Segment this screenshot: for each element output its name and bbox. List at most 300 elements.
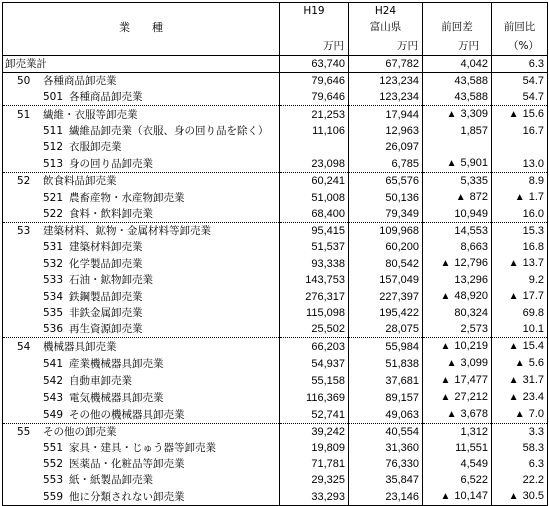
h24-value-cell	[349, 488, 423, 506]
industry-code: 549	[43, 408, 64, 421]
h19-value-cell	[280, 189, 349, 206]
h24-value: 49,063	[385, 408, 419, 421]
h24-value: 26,097	[385, 141, 419, 153]
triangle-icon: ▲	[440, 392, 451, 403]
industry-code: 542	[43, 374, 64, 387]
h24-value-cell	[349, 155, 423, 173]
h24-value: 31,360	[385, 442, 419, 454]
wholesale-sales-table	[2, 2, 548, 506]
industry-name: 機械器具卸売業	[43, 340, 117, 353]
h19-value-cell	[280, 239, 349, 255]
industry-name: 農畜産物・水産物卸売業	[69, 191, 185, 204]
h24-value-cell	[349, 372, 423, 389]
table-row	[3, 89, 548, 106]
industry-code: 50	[17, 75, 31, 87]
industry-name: 衣服卸売業	[69, 141, 122, 153]
industry-name: その他の機械器具卸売業	[69, 408, 185, 421]
h19-value-cell	[280, 89, 349, 106]
triangle-icon: ▲	[508, 491, 519, 502]
triangle-icon: ▲	[508, 341, 519, 352]
industry-name-cell	[3, 73, 280, 90]
diff-value: 3,678	[460, 408, 488, 420]
h19-value-cell	[280, 389, 349, 406]
table-row	[3, 355, 548, 372]
triangle-icon: ▲	[508, 392, 519, 403]
industry-code: 552	[43, 458, 64, 470]
ratio-value: 15.6	[522, 108, 544, 120]
h24-region: 富山県	[369, 21, 402, 33]
h24-value: 40,554	[385, 426, 419, 438]
industry-name: 各種商品卸売業	[69, 91, 143, 103]
h24-value: 157,049	[379, 274, 419, 286]
industry-code: 559	[43, 490, 64, 503]
industry-name-cell	[3, 305, 280, 321]
triangle-icon: ▲	[514, 192, 525, 203]
industry-name-cell	[3, 321, 280, 338]
h19-year: H19	[303, 5, 325, 17]
industry-code: 536	[43, 323, 64, 335]
ratio-value: 7.0	[528, 408, 544, 420]
h24-value-cell	[349, 173, 423, 190]
h19-value-cell	[280, 440, 349, 456]
diff-value: 48,920	[454, 290, 488, 302]
h24-year: H24	[374, 5, 397, 17]
industry-name-cell	[3, 372, 280, 389]
ratio-value: 58.3	[522, 442, 544, 454]
ratio-value-cell	[492, 106, 548, 124]
h24-value: 195,422	[379, 307, 419, 319]
h24-value-cell	[349, 338, 423, 356]
industry-name-cell	[3, 155, 280, 173]
header-row	[3, 3, 548, 56]
industry-name: 非鉄金属卸売業	[69, 307, 143, 319]
industry-name: 繊維品卸売業（衣服、身の回り品を除く）	[69, 125, 269, 137]
ratio-value-cell	[492, 189, 548, 206]
h19-value-cell	[280, 56, 349, 73]
h19-value-cell	[280, 288, 349, 305]
ratio-value: 31.7	[522, 374, 544, 386]
h24-value: 35,847	[385, 474, 419, 486]
industry-name-cell	[3, 173, 280, 190]
industry-code: 541	[43, 357, 64, 370]
h19-value-cell	[280, 305, 349, 321]
diff-value-cell	[423, 472, 492, 488]
ratio-value-cell	[492, 456, 548, 472]
industry-name-cell	[3, 106, 280, 124]
h19-value: 52,741	[311, 408, 345, 421]
ratio-value: 22.2	[522, 474, 544, 486]
diff-value-cell	[423, 406, 492, 424]
h19-value-cell	[280, 472, 349, 488]
industry-code: 53	[17, 225, 31, 237]
h19-value-cell	[280, 406, 349, 424]
ratio-value-cell	[492, 239, 548, 255]
table-row	[3, 73, 548, 90]
h24-value-cell	[349, 406, 423, 424]
h24-value-cell	[349, 355, 423, 372]
h19-value: 66,203	[311, 340, 345, 353]
ratio-value-cell	[492, 89, 548, 106]
ratio-value-cell	[492, 372, 548, 389]
h24-value: 12,963	[385, 125, 419, 137]
diff-value-cell	[423, 173, 492, 190]
diff-value-cell	[423, 255, 492, 272]
table-row	[3, 56, 548, 73]
ratio-value-cell	[492, 155, 548, 173]
diff-value-cell	[423, 206, 492, 223]
ratio-unit: （%）	[508, 40, 539, 52]
h24-value-cell	[349, 272, 423, 288]
industry-name: 石油・鉱物卸売業	[69, 274, 153, 286]
industry-name-cell	[3, 206, 280, 223]
industry-name-cell	[3, 288, 280, 305]
industry-name: 電気機械器具卸売業	[69, 391, 164, 404]
industry-code: 501	[43, 91, 64, 103]
diff-value: 13,296	[454, 274, 488, 286]
diff-value-cell	[423, 338, 492, 356]
h24-value: 79,349	[385, 208, 419, 220]
table-row	[3, 123, 548, 139]
h19-value: 25,502	[311, 323, 345, 335]
ratio-value: 6.3	[528, 458, 544, 470]
diff-value: 4,549	[460, 458, 488, 470]
h24-value-cell	[349, 424, 423, 441]
industry-name: 化学製品卸売業	[69, 257, 143, 270]
diff-value: 4,042	[460, 58, 488, 70]
triangle-icon: ▲	[508, 375, 519, 386]
ratio-value: 23.4	[522, 391, 544, 403]
diff-value-cell	[423, 389, 492, 406]
industry-code: 535	[43, 307, 64, 319]
ratio-value: 54.7	[522, 91, 544, 103]
h19-value-cell	[280, 424, 349, 441]
h19-value: 19,809	[311, 442, 345, 454]
triangle-icon: ▲	[508, 109, 519, 120]
triangle-icon: ▲	[440, 341, 451, 352]
industry-name-cell	[3, 89, 280, 106]
h19-value: 29,325	[311, 474, 345, 486]
h19-value: 39,242	[311, 426, 345, 438]
h19-value-cell	[280, 355, 349, 372]
ratio-value: 3.3	[528, 426, 544, 438]
diff-value-cell	[423, 155, 492, 173]
diff-value: 10,219	[454, 340, 488, 352]
diff-value: 11,551	[455, 442, 488, 454]
industry-name-cell	[3, 440, 280, 456]
h24-value: 17,944	[385, 108, 419, 121]
diff-value-cell	[423, 372, 492, 389]
diff-value: 2,573	[460, 323, 488, 335]
h24-value-cell	[349, 106, 423, 124]
triangle-icon: ▲	[446, 409, 457, 420]
diff-value-cell	[423, 456, 492, 472]
h24-value: 123,234	[379, 75, 419, 87]
h24-value: 51,838	[385, 357, 419, 370]
h19-value: 79,646	[311, 75, 345, 87]
industry-name: 紙・紙製品卸売業	[69, 474, 153, 486]
industry-name-cell	[3, 223, 280, 240]
industry-name: 繊維・衣服等卸売業	[43, 108, 138, 121]
table-row	[3, 424, 548, 441]
triangle-icon: ▲	[440, 258, 451, 269]
h19-value: 21,253	[311, 108, 345, 121]
table-row	[3, 189, 548, 206]
diff-value: 43,588	[454, 75, 488, 87]
diff-value: 17,477	[454, 374, 488, 386]
h24-value: 60,200	[385, 241, 419, 253]
diff-unit: 万円	[458, 40, 479, 52]
ratio-value: 1.7	[528, 191, 544, 203]
table-row	[3, 223, 548, 240]
industry-name: 建築材料、鉱物・金属材料等卸売業	[43, 225, 211, 237]
table-body	[3, 56, 548, 506]
h19-value: 79,646	[311, 91, 345, 103]
ratio-value: 69.8	[522, 307, 544, 319]
ratio-header	[492, 3, 548, 56]
h24-value-cell	[349, 389, 423, 406]
ratio-value: 9.2	[528, 274, 544, 286]
h19-value: 93,338	[311, 257, 345, 270]
diff-value-cell	[423, 223, 492, 240]
h24-unit: 万円	[397, 40, 418, 52]
diff-value: 80,324	[454, 307, 488, 319]
h24-value-cell	[349, 206, 423, 223]
diff-value: 1,312	[460, 426, 488, 438]
industry-name-cell	[3, 389, 280, 406]
industry-code: 553	[43, 474, 64, 486]
diff-value-cell	[423, 123, 492, 139]
diff-value-cell	[423, 488, 492, 506]
industry-name-cell	[3, 56, 280, 73]
h24-value-cell	[349, 288, 423, 305]
table-row	[3, 139, 548, 155]
diff-value-cell	[423, 73, 492, 90]
diff-label: 前回差	[441, 21, 473, 33]
h24-value-cell	[349, 239, 423, 255]
h19-value-cell	[280, 372, 349, 389]
h19-value: 54,937	[311, 357, 345, 370]
diff-value: 3,309	[460, 108, 488, 120]
table-row	[3, 389, 548, 406]
ratio-value-cell	[492, 406, 548, 424]
industry-name: 産業機械器具卸売業	[69, 357, 164, 370]
h24-value-cell	[349, 139, 423, 155]
industry-name-cell	[3, 189, 280, 206]
ratio-value-cell	[492, 173, 548, 190]
ratio-value-cell	[492, 305, 548, 321]
ratio-value-cell	[492, 123, 548, 139]
ratio-value-cell	[492, 472, 548, 488]
diff-value: 6,522	[460, 474, 488, 486]
diff-value-cell	[423, 239, 492, 255]
ratio-value: 5.6	[528, 357, 544, 369]
industry-name: 卸売業計	[5, 58, 47, 70]
h24-header	[349, 3, 423, 56]
h19-value: 23,098	[311, 157, 345, 170]
h19-value-cell	[280, 123, 349, 139]
ratio-value: 16.8	[522, 241, 544, 253]
industry-name-cell	[3, 456, 280, 472]
industry-name-cell	[3, 338, 280, 356]
h19-value: 95,415	[311, 225, 345, 237]
h19-header	[280, 3, 349, 56]
diff-value-cell	[423, 440, 492, 456]
h19-value: 71,781	[311, 458, 345, 470]
industry-code: 543	[43, 391, 64, 404]
industry-code: 51	[17, 108, 31, 121]
industry-header-label: 業 種	[119, 21, 163, 34]
triangle-icon: ▲	[440, 291, 451, 302]
ratio-value: 54.7	[522, 75, 544, 87]
industry-name: 他に分類されない卸売業	[69, 490, 185, 503]
ratio-value-cell	[492, 272, 548, 288]
table-row	[3, 288, 548, 305]
table-row	[3, 305, 548, 321]
industry-code: 531	[43, 241, 64, 253]
industry-header	[3, 3, 280, 56]
table-row	[3, 338, 548, 356]
ratio-value-cell	[492, 206, 548, 223]
diff-value: 43,588	[454, 91, 488, 103]
table-row	[3, 173, 548, 190]
h19-value: 115,098	[306, 307, 345, 319]
ratio-value-cell	[492, 255, 548, 272]
h19-value-cell	[280, 338, 349, 356]
industry-code: 551	[43, 442, 64, 454]
h24-value-cell	[349, 189, 423, 206]
diff-value: 3,099	[460, 357, 488, 369]
diff-value-cell	[423, 106, 492, 124]
diff-value: 1,857	[460, 125, 488, 137]
h24-value: 227,397	[379, 290, 419, 303]
ratio-value-cell	[492, 139, 548, 155]
h19-value-cell	[280, 173, 349, 190]
h19-value: 63,740	[311, 58, 345, 70]
ratio-value: 30.5	[522, 490, 544, 502]
ratio-value-cell	[492, 223, 548, 240]
h19-value: 55,158	[311, 374, 345, 387]
triangle-icon: ▲	[514, 358, 525, 369]
industry-name: 鉄鋼製品卸売業	[69, 290, 143, 303]
table-row	[3, 239, 548, 255]
diff-value: 10,949	[454, 208, 488, 220]
industry-name: 医薬品・化粧品等卸売業	[69, 458, 185, 470]
industry-name: 家具・建具・じゅう器等卸売業	[69, 442, 216, 454]
industry-code: 532	[43, 257, 64, 270]
ratio-value: 15.4	[522, 340, 544, 352]
h19-value-cell	[280, 488, 349, 506]
industry-name-cell	[3, 255, 280, 272]
diff-value-cell	[423, 56, 492, 73]
industry-name-cell	[3, 424, 280, 441]
triangle-icon: ▲	[514, 409, 525, 420]
industry-name: 飲食料品卸売業	[43, 175, 117, 187]
industry-name: 建築材料卸売業	[69, 241, 143, 253]
ratio-value: 6.3	[528, 58, 544, 70]
industry-name: 食料・飲料卸売業	[69, 208, 153, 220]
h24-value: 76,330	[385, 458, 419, 470]
diff-value-cell	[423, 355, 492, 372]
h19-value: 116,369	[306, 391, 345, 404]
h24-value: 6,785	[391, 157, 419, 170]
triangle-icon: ▲	[508, 291, 519, 302]
industry-code: 512	[43, 141, 64, 153]
industry-name: 自動車卸売業	[69, 374, 132, 387]
triangle-icon: ▲	[440, 491, 451, 502]
ratio-value: 8.9	[528, 175, 544, 187]
h24-value-cell	[349, 321, 423, 338]
diff-value-cell	[423, 189, 492, 206]
diff-value-cell	[423, 424, 492, 441]
table-row	[3, 472, 548, 488]
h24-value: 55,984	[385, 340, 419, 353]
h24-value-cell	[349, 89, 423, 106]
h19-value-cell	[280, 255, 349, 272]
ratio-value-cell	[492, 424, 548, 441]
h19-value-cell	[280, 155, 349, 173]
diff-value: 872	[469, 191, 488, 203]
triangle-icon: ▲	[446, 109, 457, 120]
table-row	[3, 206, 548, 223]
h19-value-cell	[280, 206, 349, 223]
industry-code: 54	[17, 340, 31, 353]
h19-value-cell	[280, 73, 349, 90]
h19-value-cell	[280, 321, 349, 338]
industry-name-cell	[3, 472, 280, 488]
table-row	[3, 255, 548, 272]
table-row	[3, 406, 548, 424]
h24-value: 50,136	[385, 191, 419, 204]
ratio-value-cell	[492, 355, 548, 372]
diff-value-cell	[423, 139, 492, 155]
triangle-icon: ▲	[508, 258, 519, 269]
diff-value: 5,901	[460, 157, 488, 169]
h19-value-cell	[280, 139, 349, 155]
h24-value: 89,157	[385, 391, 419, 404]
ratio-value-cell	[492, 440, 548, 456]
ratio-value: 10.1	[522, 323, 544, 335]
h24-value: 123,234	[379, 91, 419, 103]
h24-value-cell	[349, 56, 423, 73]
industry-name-cell	[3, 272, 280, 288]
h24-value-cell	[349, 73, 423, 90]
ratio-label: 前回比	[503, 21, 536, 33]
industry-code: 521	[43, 191, 64, 204]
h19-value: 51,008	[311, 191, 345, 204]
h19-value-cell	[280, 223, 349, 240]
h24-value-cell	[349, 472, 423, 488]
industry-code: 533	[43, 274, 64, 286]
ratio-value: 16.7	[522, 125, 544, 137]
diff-value: 27,212	[454, 391, 488, 403]
h19-value: 68,400	[311, 208, 345, 220]
h24-value-cell	[349, 440, 423, 456]
h19-value: 276,317	[305, 290, 345, 303]
h19-value: 60,241	[311, 175, 345, 187]
diff-header	[423, 3, 492, 56]
h19-value-cell	[280, 272, 349, 288]
h24-value: 65,576	[385, 175, 419, 187]
h24-value: 67,782	[385, 58, 419, 70]
industry-name: その他の卸売業	[43, 426, 117, 438]
diff-value: 10,147	[454, 490, 488, 502]
ratio-value-cell	[492, 321, 548, 338]
diff-value: 12,796	[454, 257, 488, 269]
industry-code: 52	[17, 175, 31, 187]
table-row	[3, 456, 548, 472]
diff-value-cell	[423, 305, 492, 321]
ratio-value-cell	[492, 488, 548, 506]
